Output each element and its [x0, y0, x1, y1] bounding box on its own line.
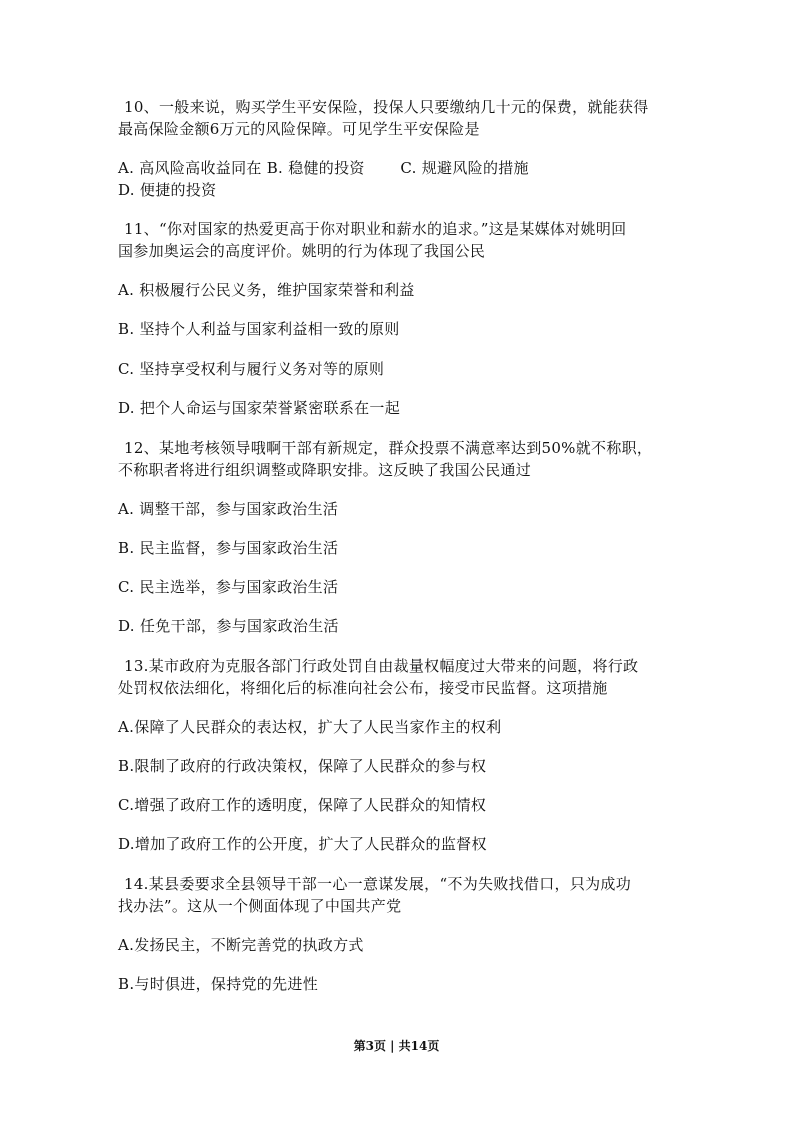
- question-13-option-d: D.增加了政府工作的公开度，扩大了人民群众的监督权: [118, 835, 487, 853]
- question-12-stem-line-2: 不称职者将进行组织调整或降职安排。这反映了我国公民通过: [118, 461, 532, 479]
- question-10-options-line-1: A. 高风险高收益同在 B. 稳健的投资 C. 规避风险的措施: [118, 159, 529, 177]
- question-13-stem-line-1: 13.某市政府为克服各部门行政处罚自由裁量权幅度过大带来的问题，将行政: [124, 657, 639, 675]
- question-12-option-a: A. 调整干部，参与国家政治生活: [118, 500, 339, 518]
- question-12-option-d: D. 任免干部，参与国家政治生活: [118, 617, 339, 635]
- question-10-stem-line-1: 10、一般来说，购买学生平安保险，投保人只要缴纳几十元的保费，就能获得: [124, 98, 649, 116]
- question-14-option-b: B.与时俱进，保持党的先进性: [118, 975, 318, 993]
- question-13-option-c: C.增强了政府工作的透明度，保障了人民群众的知情权: [118, 796, 487, 814]
- question-12-option-c: C. 民主选举，参与国家政治生活: [118, 578, 339, 596]
- question-10-stem-line-2: 最高保险金额6万元的风险保障。可见学生平安保险是: [118, 120, 480, 138]
- question-11-option-b: B. 坚持个人利益与国家利益相一致的原则: [118, 320, 400, 338]
- question-11-option-c: C. 坚持享受权利与履行义务对等的原则: [118, 360, 385, 378]
- question-10-options-line-2: D. 便捷的投资: [118, 181, 217, 199]
- question-12-stem-line-1: 12、某地考核领导哦啊干部有新规定，群众投票不满意率达到50%就不称职，: [124, 439, 653, 457]
- question-11-option-a: A. 积极履行公民义务，维护国家荣誉和利益: [118, 281, 415, 299]
- question-11-stem-line-2: 国参加奥运会的高度评价。姚明的行为体现了我国公民: [118, 242, 486, 260]
- page-footer-label: 第3页 | 共14页: [353, 1039, 440, 1053]
- question-14-stem-line-2: 找办法”。这从一个侧面体现了中国共产党: [118, 897, 402, 915]
- question-14-option-a: A.发扬民主，不断完善党的执政方式: [118, 936, 364, 954]
- question-12-option-b: B. 民主监督，参与国家政治生活: [118, 539, 339, 557]
- question-14-stem-line-1: 14.某县委要求全县领导干部一心一意谋发展，“不为失败找借口，只为成功: [124, 875, 632, 893]
- question-11-option-d: D. 把个人命运与国家荣誉紧密联系在一起: [118, 399, 401, 417]
- question-13-stem-line-2: 处罚权依法细化，将细化后的标准向社会公布，接受市民监督。这项措施: [118, 679, 608, 697]
- question-13-option-b: B.限制了政府的行政决策权，保障了人民群众的参与权: [118, 757, 487, 775]
- question-11-stem-line-1: 11、“你对国家的热爱更高于你对职业和薪水的追求。”这是某媒体对姚明回: [124, 220, 627, 238]
- question-13-option-a: A.保障了人民群众的表达权，扩大了人民当家作主的权利: [118, 718, 502, 736]
